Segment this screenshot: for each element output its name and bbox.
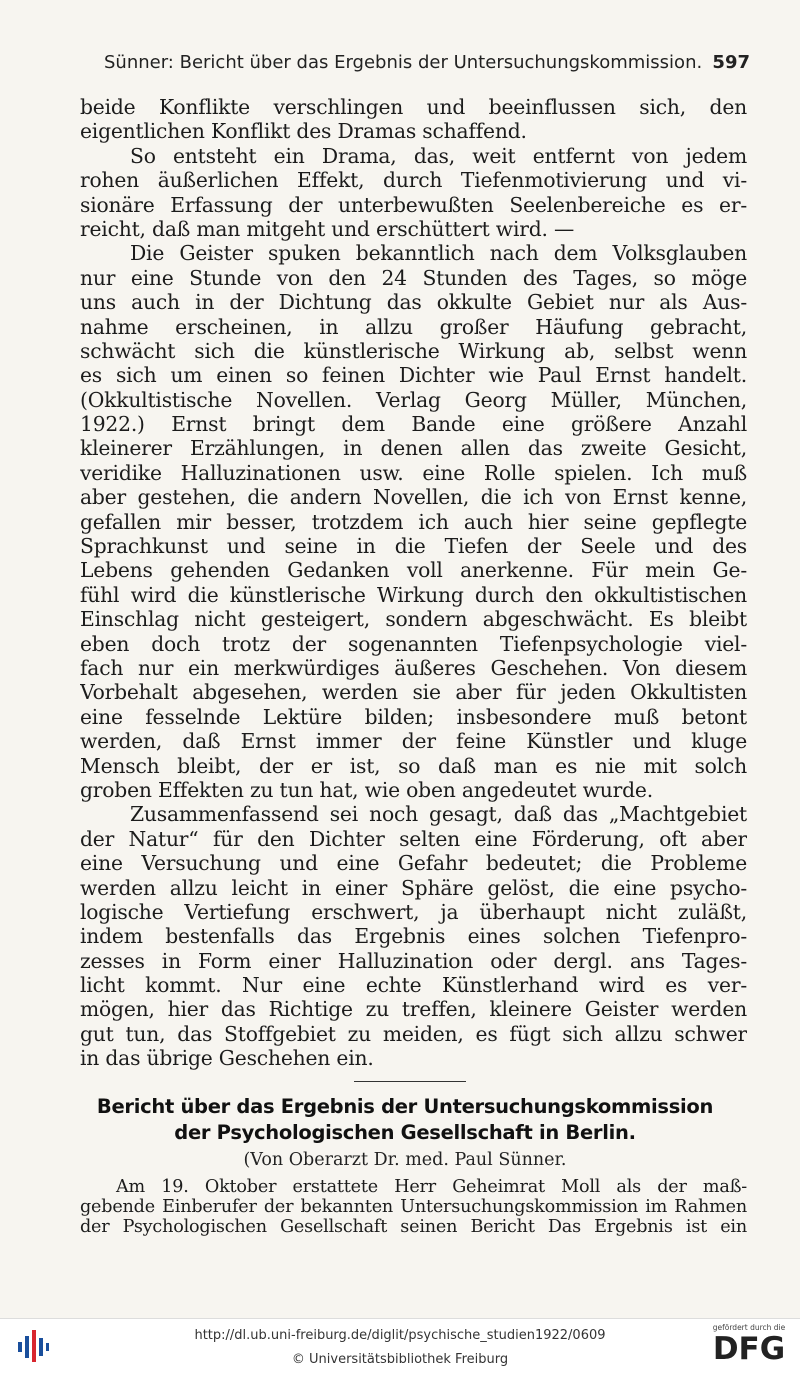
text-line: aber gestehen, die andern Novellen, die ich von Ernst kenne, <box>80 485 747 510</box>
dfg-logo-text: DFG <box>712 1331 786 1367</box>
text-line: mögen, hier das Richtige zu treffen, kleinere Geister werden <box>80 997 747 1022</box>
text-line: schwächt sich die künstlerische Wirkung ab, selbst wenn <box>80 338 747 363</box>
text-line: eigentlichen Konflikt des Dramas schaffend. <box>80 119 527 144</box>
section-divider <box>354 1081 466 1082</box>
report-line: gebende Einberufer der bekannten Untersuchungskommission im Rahmen <box>80 1197 747 1217</box>
text-line: sionäre Erfassung der unterbewußten Seelenbereiche es er- <box>80 192 747 217</box>
text-line: Lebens gehenden Gedanken voll anerkenne. Für mein Ge- <box>80 558 747 583</box>
running-head-title: Sünner: Bericht über das Ergebnis der Untersuchungskommission. <box>104 52 703 73</box>
text-line: uns auch in der Dichtung das okkulte Gebiet nur als Aus- <box>80 290 747 315</box>
report-line: Am 19. Oktober erstattete Herr Geheimrat Moll als der maß- <box>116 1177 747 1197</box>
dfg-logo <box>706 1323 792 1371</box>
body-text <box>80 95 747 1071</box>
section-heading-line-2: der Psychologischen Gesellschaft in Berlin. <box>174 1121 636 1144</box>
text-line: eben doch trotz der sogenannten Tiefenpsychologie viel- <box>80 631 747 656</box>
text-line: (Okkultistische Novellen. Verlag Georg Müller, München, <box>80 387 747 412</box>
text-line: groben Effekten zu tun hat, wie oben angedeutet wurde. <box>80 777 653 802</box>
text-line: 1922.) Ernst bringt dem Bande eine größere Anzahl <box>80 412 747 437</box>
text-line: Einschlag nicht gesteigert, sondern abgeschwächt. Es bleibt <box>80 607 747 632</box>
text-line: rohen äußerlichen Effekt, durch Tiefenmotivierung und vi- <box>80 168 747 193</box>
text-line: gut tun, das Stoffgebiet zu meiden, es fügt sich allzu schwer <box>80 1021 747 1046</box>
copyright-notice: © Universitätsbibliothek Freiburg <box>291 1352 509 1367</box>
text-line: in das übrige Geschehen ein. <box>80 1046 374 1071</box>
text-line: fühl wird die künstlerische Wirkung durch den okkultistischen <box>80 582 747 607</box>
text-line: zesses in Form einer Halluzination oder dergl. ans Tages- <box>80 948 747 973</box>
text-line: nur eine Stunde von den 24 Stunden des Tages, so möge <box>80 265 747 290</box>
text-line: fach nur ein merkwürdiges äußeres Geschehen. Von diesem <box>80 655 747 680</box>
report-line: der Psychologischen Gesellschaft seinen Bericht Das Ergebnis ist ein <box>80 1217 747 1237</box>
text-line: werden, daß Ernst immer der feine Künstler und kluge <box>80 729 747 754</box>
text-line: Die Geister spuken bekanntlich nach dem Volksglauben <box>130 241 747 266</box>
text-line: kleinerer Erzählungen, in denen allen das zweite Gesicht, <box>80 436 747 461</box>
report-text <box>80 1177 747 1237</box>
permalink-url[interactable]: http://dl.ub.uni-freiburg.de/diglit/psychische_studien1922/0609 <box>194 1328 606 1343</box>
running-head <box>104 52 750 73</box>
text-line: beide Konflikte verschlingen und beeinflussen sich, den <box>80 95 747 119</box>
text-line: eine fesselnde Lektüre bilden; insbesondere muß betont <box>80 704 747 729</box>
text-line: gefallen mir besser, trotzdem ich auch hier seine gepflegte <box>80 509 747 534</box>
section-heading <box>60 1094 750 1146</box>
text-line: eine Versuchung und eine Gefahr bedeutet; die Probleme <box>80 851 747 876</box>
text-line: licht kommt. Nur eine echte Künstlerhand wird es ver- <box>80 973 747 998</box>
text-line: es sich um einen so feinen Dichter wie Paul Ernst handelt. <box>80 363 747 388</box>
text-line: Mensch bleibt, der er ist, so daß man es nie mit solch <box>80 753 747 778</box>
author-byline: (Von Oberarzt Dr. med. Paul Sünner. <box>243 1150 567 1170</box>
text-line: Sprachkunst und seine in die Tiefen der Seele und des <box>80 534 747 559</box>
text-line: nahme erscheinen, in allzu großer Häufung gebracht, <box>80 314 747 339</box>
text-line: reicht, daß man mitgeht und erschüttert wird. — <box>80 216 575 241</box>
section-heading-line-1: Bericht über das Ergebnis der Untersuchungskommission <box>96 1095 714 1118</box>
text-line: So entsteht ein Drama, das, weit entfernt von jedem <box>130 143 747 168</box>
viewer-footer <box>0 1318 800 1373</box>
funder-caption: gefördert durch die <box>712 1323 786 1332</box>
text-line: logische Vertiefung erschwert, ja überhaupt nicht zuläßt, <box>80 899 747 924</box>
page-number: 597 <box>712 52 750 73</box>
text-line: veridike Halluzinationen usw. eine Rolle spielen. Ich muß <box>80 460 747 485</box>
text-line: werden allzu leicht in einer Sphäre gelöst, die eine psycho- <box>80 875 747 900</box>
text-line: Zusammenfassend sei noch gesagt, daß das „Machtgebiet <box>130 802 747 827</box>
text-line: Vorbehalt abgesehen, werden sie aber für jeden Okkultisten <box>80 680 747 705</box>
text-line: der Natur“ für den Dichter selten eine Förderung, oft aber <box>80 826 747 851</box>
text-line: indem bestenfalls das Ergebnis eines solchen Tiefenpro- <box>80 924 747 949</box>
